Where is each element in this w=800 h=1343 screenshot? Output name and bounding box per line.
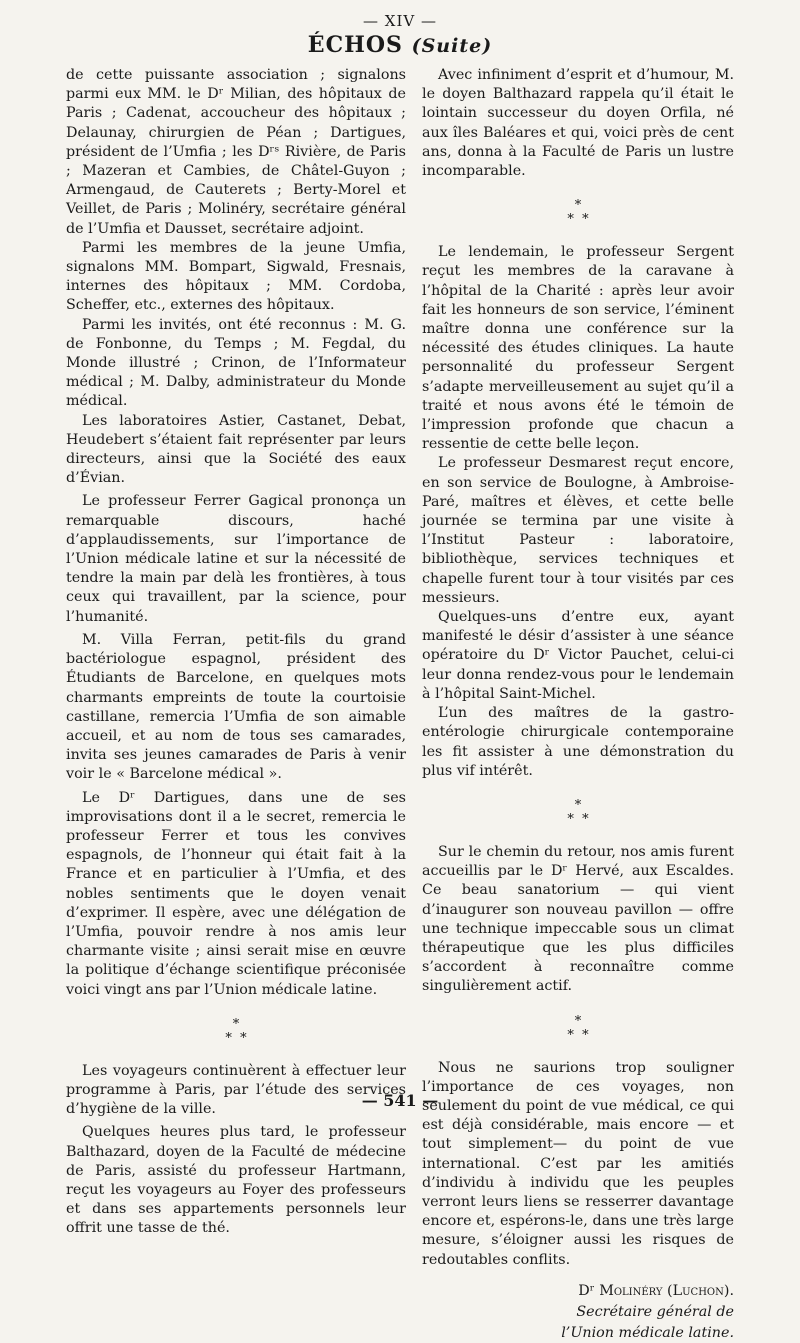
paragraph: Avec infiniment d’esprit et d’humour, M. le doyen Balthazard rappela qu’il était le lointain successeur du doyen Orfila, né aux îles Baléares et qui, voici près de cent ans, donna à la Faculté de Paris un lustre incomparable. bbox=[422, 67, 734, 180]
paragraph: de cette puissante association ; signalons parmi eux MM. le Dʳ Milian, des hôpitaux de Paris ; Cadenat, accoucheur des hôpitaux ; Delaunay, chirurgien de Péan ; Dartigues, président de l’Umfia ; les Dʳˢ Rivière, de Paris ; Mazeran et Cambies, de Châtel-Guyon ; Armengaud, de Cauterets ; Berty-Morel et Veillet, de Paris ; Molinéry, secrétaire général de l’Umfia et Dausset, secrétaire adjoint. bbox=[66, 67, 406, 237]
title-suffix: (Suite) bbox=[411, 35, 493, 57]
signature-role-line-2: l’Union médicale latine. bbox=[561, 1324, 734, 1341]
page-title bbox=[0, 32, 800, 58]
section-separator: * * * bbox=[567, 198, 589, 228]
paragraph: Quelques heures plus tard, le professeur Balthazard, doyen de la Faculté de médecine de Paris, assisté du professeur Hartmann, reçut les voyageurs au Foyer des professeurs et dans ses appartements personnels leur offrit une tasse de thé. bbox=[66, 1124, 406, 1237]
paragraph: M. Villa Ferran, petit-fils du grand bactériologue espagnol, président des Étudiants de Barcelone, en quelques mots charmants empreints de toute la courtoisie castillane, remercia l’Umfia de son aimable accueil, et au nom de tous ses camarades, invita ses jeunes camarades de Paris à venir voir le « Barcelone médical ». bbox=[66, 631, 406, 783]
page-number: — 541 — bbox=[361, 1091, 439, 1110]
paragraph: Les laboratoires Astier, Castanet, Debat, Heudebert s’étaient fait représenter par leurs directeurs, ainsi que la Société des eaux d’Évian. bbox=[66, 412, 406, 487]
section-separator: * * * bbox=[567, 1013, 589, 1043]
section-separator: * * * bbox=[225, 1016, 247, 1046]
page-number-roman: — XIV — bbox=[363, 12, 437, 30]
signature-role-line-1: Secrétaire général de bbox=[576, 1303, 734, 1320]
paragraph: Le lendemain, le professeur Sergent reçut les membres de la caravane à l’hôpital de la Charité : après leur avoir fait les honneurs de son service, l’éminent maître donna une conférence sur la nécessité des études cliniques. La haute personnalité du professeur Sergent s’adapte merveilleusement au sujet qu’il a traité et nous avons été le témoin de l’impression profonde que chacun a ressentie de cette belle leçon. bbox=[422, 244, 734, 453]
paragraph: Le Dʳ Dartigues, dans une de ses improvisations dont il a le secret, remercia le professeur Ferrer et tous les convives espagnols, de l’honneur qui était fait à la France et en particulier à l’Umfia, et des nobles sentiments que le doyen venait d’exprimer. Il espère, avec une délégation de l’Umfia, pouvoir rendre à nos amis leur charmante visite ; ainsi serait mise en œuvre la politique d’échange scientifique préconisée voici vingt ans par l’Union médicale latine. bbox=[66, 789, 406, 998]
paragraph: Parmi les membres de la jeune Umfia, signalons MM. Bompart, Sigwald, Fresnais, internes des hôpitaux ; MM. Cordoba, Scheffer, etc., externes des hôpitaux. bbox=[66, 239, 406, 314]
paragraph: Le professeur Desmarest reçut encore, en son service de Boulogne, à Ambroise-Paré, maîtres et élèves, et cette belle journée se termina par une visite à l’Institut Pasteur : laboratoire, bibliothèque, services techniques et chapelle furent tour à tour visités par ces messieurs. bbox=[422, 455, 734, 606]
paragraph: Quelques-uns d’entre eux, ayant manifesté le désir d’assister à une séance opératoire du Dʳ Victor Pauchet, celui-ci leur donna rendez-vous pour le lendemain à l’hôpital Saint-Michel. bbox=[422, 609, 734, 702]
paragraph: L’un des maîtres de la gastro-entérologie chirurgicale contemporaine les fit assister à une démonstration du plus vif intérêt. bbox=[422, 705, 734, 779]
right-column bbox=[422, 66, 734, 1343]
paragraph: Parmi les invités, ont été reconnus : M. G. de Fonbonne, du Temps ; M. Fegdal, du Monde illustré ; Crinon, de l’Informateur médical ; M. Dalby, administrateur du Monde médical. bbox=[66, 316, 406, 410]
signature-block bbox=[422, 1282, 734, 1343]
signature-name: Dʳ Molinéry (Luchon). bbox=[578, 1282, 734, 1299]
paragraph: Les voyageurs continuèrent à effectuer leur programme à Paris, par l’étude des services d’hygiène de la ville. bbox=[66, 1062, 406, 1118]
paragraph: Le professeur Ferrer Gagical prononça un remarquable discours, haché d’applaudissements, sur l’importance de l’Union médicale latine et sur la nécessité de tendre la main par delà les frontières, à tous ceux qui travaillent, par la science, pour l’humanité. bbox=[66, 493, 406, 625]
left-column bbox=[66, 66, 406, 1239]
paragraph: Nous ne saurions trop souligner l’importance de ces voyages, non seulement du point de vue médical, ce qui est déjà considérable, mais encore — et tout simplement— du point de vue international. C’est par les amitiés d’individu à individu que les peuples verront leurs liens se resserrer davantage encore et, espérons-le, dans une très large mesure, s’éloigner aussi les risques de redoutables conflits. bbox=[422, 1059, 734, 1268]
title-main: ÉCHOS bbox=[307, 32, 403, 58]
section-separator: * * * bbox=[567, 797, 589, 827]
paragraph: Sur le chemin du retour, nos amis furent accueillis par le Dʳ Hervé, aux Escaldes. Ce beau sanatorium — qui vient d’inaugurer son nouveau pavillon — offre une technique impeccable sous un climat thérapeutique que les plus difficiles s’accordent à reconnaître comme singulièrement actif. bbox=[422, 843, 734, 995]
